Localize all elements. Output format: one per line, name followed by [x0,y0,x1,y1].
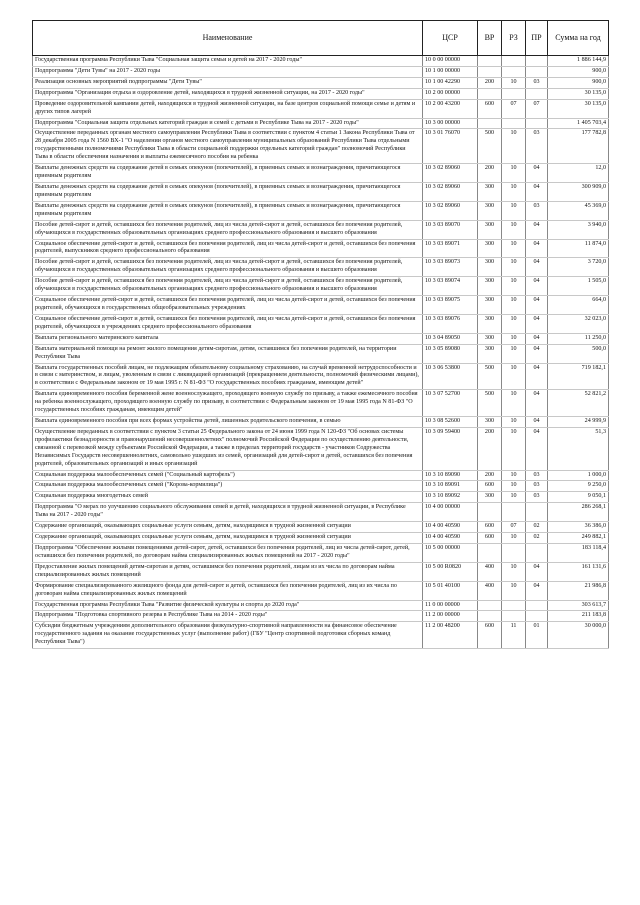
header-rz: РЗ [502,21,526,56]
row-pr: 04 [526,277,548,296]
row-rz: 10 [502,333,526,344]
row-sum: 12,0 [548,164,609,183]
table-row [33,344,609,363]
row-pr [526,88,548,99]
row-sum: 30 135,0 [548,99,609,118]
row-vr: 500 [478,129,502,164]
row-sum: 30 135,0 [548,88,609,99]
row-csr: 10 3 10 89092 [423,492,478,503]
row-sum: 286 268,1 [548,503,609,522]
row-rz: 10 [502,470,526,481]
row-csr: 10 0 00 00000 [423,56,478,67]
table-row [33,427,609,470]
row-vr: 300 [478,333,502,344]
row-sum: 9 050,1 [548,492,609,503]
row-csr: 11 0 00 00000 [423,600,478,611]
row-csr: 10 3 09 59400 [423,427,478,470]
row-rz: 10 [502,182,526,201]
row-name: Субсидии бюджетным учреждениям дополнительного образования физкультурно-спортивной направленности на финансовое обеспечение государственного задания на оказание государственных услуг (выполнение работ) (ГБУ "Центр спортивной подготовки сборных команд Республики Тыва") [33,622,423,649]
row-csr: 10 3 04 89050 [423,333,478,344]
row-rz: 10 [502,220,526,239]
row-vr: 300 [478,277,502,296]
row-csr: 10 4 00 40590 [423,533,478,544]
table-row [33,481,609,492]
row-csr: 10 1 00 42290 [423,77,478,88]
header-vr: ВР [478,21,502,56]
table-row [33,88,609,99]
row-sum: 1 505,0 [548,277,609,296]
row-name: Пособие детей-сирот и детей, оставшихся без попечения родителей, лиц из числа детей-сирот и детей, оставшихся без попечения родителей, обучающихся в государственных образовательных организациях среднего профессионального образования и высшего образования [33,258,423,277]
row-rz: 10 [502,258,526,277]
row-pr: 04 [526,344,548,363]
row-csr: 10 3 03 89075 [423,296,478,315]
row-sum: 30 000,0 [548,622,609,649]
row-sum: 9 250,0 [548,481,609,492]
row-rz: 10 [502,77,526,88]
row-csr: 10 3 00 00000 [423,118,478,129]
row-vr: 600 [478,533,502,544]
table-row [33,544,609,563]
row-rz: 10 [502,533,526,544]
row-name: Социальная поддержка малообеспеченных семей ("Корова-кормилица") [33,481,423,492]
row-rz [502,88,526,99]
row-rz: 10 [502,492,526,503]
row-pr [526,544,548,563]
table-row [33,129,609,164]
row-rz: 10 [502,129,526,164]
row-pr [526,611,548,622]
row-pr: 03 [526,492,548,503]
table-row [33,182,609,201]
table-row [33,363,609,390]
row-sum: 1 405 703,4 [548,118,609,129]
row-name: Подпрограмма "Подготовка спортивного резерва в Республике Тыва на 2014 - 2020 годы" [33,611,423,622]
row-sum: 11 874,0 [548,239,609,258]
row-sum: 1 886 144,9 [548,56,609,67]
row-name: Выплата регионального материнского капитала [33,333,423,344]
row-name: Осуществление переданных органам местного самоуправления Республики Тыва в соответствии с пунктом 4 статьи 1 Закона Республики Тыва от 28 декабря 2005 года N 1560 ВХ-1 "О наделении органов местного самоуправления муниципальных образований Республики Тыва отдельными государственными полномочиями Республики Тыва в области социальной поддержки отдельных категорий граждан" полномочий Республики Тыва в области обеспечения назначения и выплаты ежемесячного пособия на ребенка [33,129,423,164]
table-row [33,258,609,277]
table-row [33,611,609,622]
row-name: Социальная поддержка малообеспеченных семей ("Социальный картофель") [33,470,423,481]
row-name: Социальное обеспечение детей-сирот и детей, оставшихся без попечения родителей, лиц из числа детей-сирот и детей, оставшихся без попечения родителей, обучающихся в государственных общеобразовательных учреждениях [33,296,423,315]
row-vr: 300 [478,314,502,333]
row-vr [478,503,502,522]
row-rz: 10 [502,481,526,492]
table-row [33,239,609,258]
row-sum: 300 909,0 [548,182,609,201]
row-sum: 3 940,0 [548,220,609,239]
row-name: Пособие детей-сирот и детей, оставшихся без попечения родителей, лиц из числа детей-сирот и детей, оставшихся без попечения родителей, обучающихся в государственных образовательных организациях среднего профессионального образования и высшего образования [33,220,423,239]
row-sum: 51,3 [548,427,609,470]
row-sum: 161 131,6 [548,562,609,581]
row-sum: 664,0 [548,296,609,315]
document-page [32,20,608,892]
row-vr: 200 [478,77,502,88]
table-row [33,220,609,239]
row-vr: 300 [478,296,502,315]
row-pr [526,600,548,611]
row-name: Предоставление жилых помещений детям-сиротам и детям, оставшимся без попечения родителей, лицам из их числа по договорам найма специализированных жилых помещений [33,562,423,581]
table-row [33,470,609,481]
row-name: Социальное обеспечение детей-сирот и детей, оставшихся без попечения родителей, лиц из числа детей-сирот и детей, оставшихся без попечения родителей, обучающихся в учреждениях среднего профессионального образования [33,314,423,333]
row-vr [478,611,502,622]
table-body [33,56,609,649]
table-row [33,417,609,428]
row-csr: 10 3 02 89060 [423,182,478,201]
row-rz: 10 [502,562,526,581]
row-sum: 900,0 [548,77,609,88]
header-csr: ЦСР [423,21,478,56]
row-vr: 200 [478,427,502,470]
row-csr: 11 2 00 48200 [423,622,478,649]
row-sum: 211 183,8 [548,611,609,622]
row-sum: 719 182,1 [548,363,609,390]
row-name: Выплаты денежных средств на содержание детей в семьях опекунов (попечителей), в приемных семьях и вознаграждения, причитающегося приемным родителям [33,164,423,183]
row-vr: 200 [478,470,502,481]
row-rz: 10 [502,363,526,390]
table-row [33,118,609,129]
table-row [33,77,609,88]
table-row [33,581,609,600]
row-pr [526,118,548,129]
row-vr: 300 [478,239,502,258]
row-sum: 52 821,2 [548,390,609,417]
row-vr: 200 [478,164,502,183]
row-rz [502,56,526,67]
row-name: Содержание организаций, оказывающих социальные услуги семьям, детям, находящимся в трудной жизненной ситуации [33,533,423,544]
row-vr: 500 [478,363,502,390]
row-sum: 500,0 [548,344,609,363]
row-rz: 10 [502,277,526,296]
row-vr [478,88,502,99]
row-rz [502,600,526,611]
table-row [33,333,609,344]
row-name: Выплата материальной помощи на ремонт жилого помещения детям-сиротам, детям, оставшимся без попечения родителей, на территории Республики Тыва [33,344,423,363]
row-csr: 11 2 00 00000 [423,611,478,622]
row-vr: 400 [478,562,502,581]
row-vr: 400 [478,581,502,600]
table-row [33,492,609,503]
row-vr: 300 [478,220,502,239]
row-pr: 03 [526,481,548,492]
row-csr: 10 2 00 43200 [423,99,478,118]
row-csr: 10 2 00 00000 [423,88,478,99]
row-name: Подпрограмма "Обеспечение жилыми помещениями детей-сирот, детей, оставшихся без попечения родителей, лиц из числа детей-сирот, детей, оставшихся без попечения родителей, по договорам найма специализированных жилых помещений на 2017 - 2020 годы" [33,544,423,563]
row-name: Социальная поддержка многодетных семей [33,492,423,503]
row-name: Государственная программа Республики Тыва "Развитие физической культуры и спорта до 2020 года" [33,600,423,611]
row-name: Подпрограмма "О мерах по улучшению социального обслуживания семей и детей, находящихся в трудной жизненной ситуации, в Республике Тыва на 2017 - 2020 годы" [33,503,423,522]
table-row [33,164,609,183]
row-pr: 04 [526,363,548,390]
table-row [33,66,609,77]
table-row [33,390,609,417]
row-csr: 10 3 03 89071 [423,239,478,258]
row-sum: 303 613,7 [548,600,609,611]
row-vr [478,118,502,129]
header-sum: Сумма на год [548,21,609,56]
row-vr [478,66,502,77]
row-csr: 10 3 07 52700 [423,390,478,417]
row-rz: 10 [502,581,526,600]
row-rz: 10 [502,417,526,428]
table-row [33,99,609,118]
row-csr: 10 3 03 89073 [423,258,478,277]
row-csr: 10 3 10 89091 [423,481,478,492]
row-csr: 10 3 10 89090 [423,470,478,481]
row-vr: 600 [478,522,502,533]
table-row [33,201,609,220]
row-name: Реализация основных мероприятий подпрограммы "Дети Тувы" [33,77,423,88]
row-pr: 04 [526,164,548,183]
row-pr: 04 [526,314,548,333]
row-pr: 04 [526,417,548,428]
row-csr: 10 3 03 89076 [423,314,478,333]
row-pr: 07 [526,99,548,118]
row-sum: 3 720,0 [548,258,609,277]
row-vr [478,600,502,611]
row-vr: 300 [478,344,502,363]
row-sum: 36 386,0 [548,522,609,533]
table-row [33,314,609,333]
row-rz: 10 [502,390,526,417]
table-row [33,56,609,67]
row-rz: 07 [502,522,526,533]
row-pr: 04 [526,427,548,470]
row-csr: 10 5 00 00000 [423,544,478,563]
row-sum: 45 369,0 [548,201,609,220]
row-csr: 10 3 06 53800 [423,363,478,390]
row-pr [526,66,548,77]
row-csr: 10 5 01 40100 [423,581,478,600]
row-sum: 32 023,0 [548,314,609,333]
row-pr: 04 [526,333,548,344]
row-name: Пособие детей-сирот и детей, оставшихся без попечения родителей, лиц из числа детей-сирот и детей, оставшихся без попечения родителей, обучающихся в государственных образовательных организациях среднего профессионального образования и высшего образования [33,277,423,296]
row-name: Выплаты денежных средств на содержание детей в семьях опекунов (попечителей), в приемных семьях и вознаграждения, причитающегося приемным родителям [33,182,423,201]
row-rz: 10 [502,164,526,183]
row-pr: 04 [526,562,548,581]
row-rz [502,503,526,522]
table-row [33,522,609,533]
table-row [33,503,609,522]
table-row [33,562,609,581]
row-vr: 300 [478,492,502,503]
row-rz: 07 [502,99,526,118]
row-rz: 10 [502,239,526,258]
row-vr: 300 [478,258,502,277]
row-csr: 10 3 03 89070 [423,220,478,239]
row-rz: 10 [502,427,526,470]
row-rz: 11 [502,622,526,649]
row-csr: 10 1 00 00000 [423,66,478,77]
row-csr: 10 3 02 89060 [423,164,478,183]
row-vr: 600 [478,622,502,649]
row-vr [478,544,502,563]
row-sum: 11 250,0 [548,333,609,344]
row-pr: 04 [526,296,548,315]
row-pr: 04 [526,182,548,201]
row-pr: 04 [526,581,548,600]
row-name: Подпрограмма "Организация отдыха и оздоровление детей, находящихся в трудной жизненной ситуации, на 2017 - 2020 годы" [33,88,423,99]
row-rz: 10 [502,296,526,315]
row-pr: 01 [526,622,548,649]
table-row [33,296,609,315]
row-csr: 10 4 00 40590 [423,522,478,533]
row-pr [526,56,548,67]
row-sum: 249 882,1 [548,533,609,544]
row-name: Государственная программа Республики Тыва "Социальная защита семьи и детей на 2017 - 2020 годы" [33,56,423,67]
row-vr [478,56,502,67]
row-sum: 900,0 [548,66,609,77]
row-pr: 02 [526,533,548,544]
row-name: Социальное обеспечение детей-сирот и детей, оставшихся без попечения родителей, лиц из числа детей-сирот и детей, оставшихся без попечения родителей, выпускников среднего профессионального образования [33,239,423,258]
row-pr: 04 [526,258,548,277]
row-vr: 300 [478,417,502,428]
row-name: Выплаты денежных средств на содержание детей в семьях опекунов (попечителей), в приемных семьях и вознаграждения, причитающегося приемным родителям [33,201,423,220]
row-csr: 10 3 03 89074 [423,277,478,296]
table-header-row [33,21,609,56]
row-sum: 183 118,4 [548,544,609,563]
row-vr: 500 [478,390,502,417]
row-name: Подпрограмма "Социальная защита отдельных категорий граждан и семей с детьми в Республике Тыва на 2017 - 2020 годы" [33,118,423,129]
row-rz: 10 [502,201,526,220]
row-sum: 177 782,8 [548,129,609,164]
row-sum: 24 999,9 [548,417,609,428]
row-csr: 10 5 00 R0820 [423,562,478,581]
row-name: Выплата государственных пособий лицам, не подлежащим обязательному социальному страхованию, на случай временной нетрудоспособности и в связи с материнством, и лицам, уволенным в связи с ликвидацией организаций (прекращением деятельности, полномочий физическими лицами), в соответствии с Федеральным законом от 19 мая 1995 г. N 81-ФЗ "О государственных пособиях гражданам, имеющим детей" [33,363,423,390]
row-pr: 03 [526,470,548,481]
row-name: Проведение оздоровительной кампании детей, находящихся в трудной жизненной ситуации, на базе центров социальной помощи семье и детям и других типов лагерей [33,99,423,118]
row-pr: 02 [526,522,548,533]
row-pr: 03 [526,77,548,88]
row-csr: 10 3 05 89080 [423,344,478,363]
row-sum: 21 986,8 [548,581,609,600]
row-pr: 03 [526,129,548,164]
table-row [33,622,609,649]
row-csr: 10 4 00 00000 [423,503,478,522]
row-pr: 04 [526,220,548,239]
row-name: Подпрограмма "Дети Тувы" на 2017 - 2020 годы [33,66,423,77]
row-vr: 600 [478,99,502,118]
row-rz: 10 [502,314,526,333]
row-name: Выплата единовременного пособия беременной жене военнослужащего, проходящего военную службу по призыву, а также ежемесячного пособия на ребенка военнослужащего, проходящего военную службу по призыву, в соответствии с Федеральным законом от 19 мая 1995 года N 81-ФЗ "О государственных пособиях гражданам, имеющим детей" [33,390,423,417]
row-vr: 300 [478,201,502,220]
budget-table [32,20,609,649]
table-row [33,277,609,296]
row-name: Формирование специализированного жилищного фонда для детей-сирот и детей, оставшихся без попечения родителей, лиц из их числа по договорам найма специализированных жилых помещений [33,581,423,600]
row-rz [502,611,526,622]
row-csr: 10 3 08 52600 [423,417,478,428]
row-rz: 10 [502,344,526,363]
row-csr: 10 3 02 89060 [423,201,478,220]
row-name: Осуществление переданных в соответствии с пунктом 3 статьи 25 Федерального закона от 24 июня 1999 года N 120-ФЗ "Об основах системы профилактики безнадзорности и правонарушений несовершеннолетних" полномочий Российской Федерации по осуществлению деятельности, связанной с перевозкой между субъектами Российской Федерации, а также в пределах территорий государств - участников Содружества Независимых Государств несовершеннолетних, самовольно ушедших из семей, организаций для детей-сирот и детей, оставшихся без попечения родителей, образовательных организаций и иных организаций [33,427,423,470]
table-row [33,600,609,611]
header-pr: ПР [526,21,548,56]
row-vr: 300 [478,182,502,201]
row-pr: 03 [526,201,548,220]
row-pr [526,503,548,522]
row-rz [502,118,526,129]
header-name: Наименование [33,21,423,56]
row-pr: 04 [526,390,548,417]
row-rz [502,544,526,563]
row-csr: 10 3 01 76070 [423,129,478,164]
row-pr: 04 [526,239,548,258]
row-rz [502,66,526,77]
row-sum: 1 000,0 [548,470,609,481]
row-name: Выплата единовременного пособия при всех формах устройства детей, лишенных родительского попечения, в семью [33,417,423,428]
row-name: Содержание организаций, оказывающих социальные услуги семьям, детям, находящимся в трудной жизненной ситуации [33,522,423,533]
row-vr: 600 [478,481,502,492]
table-row [33,533,609,544]
